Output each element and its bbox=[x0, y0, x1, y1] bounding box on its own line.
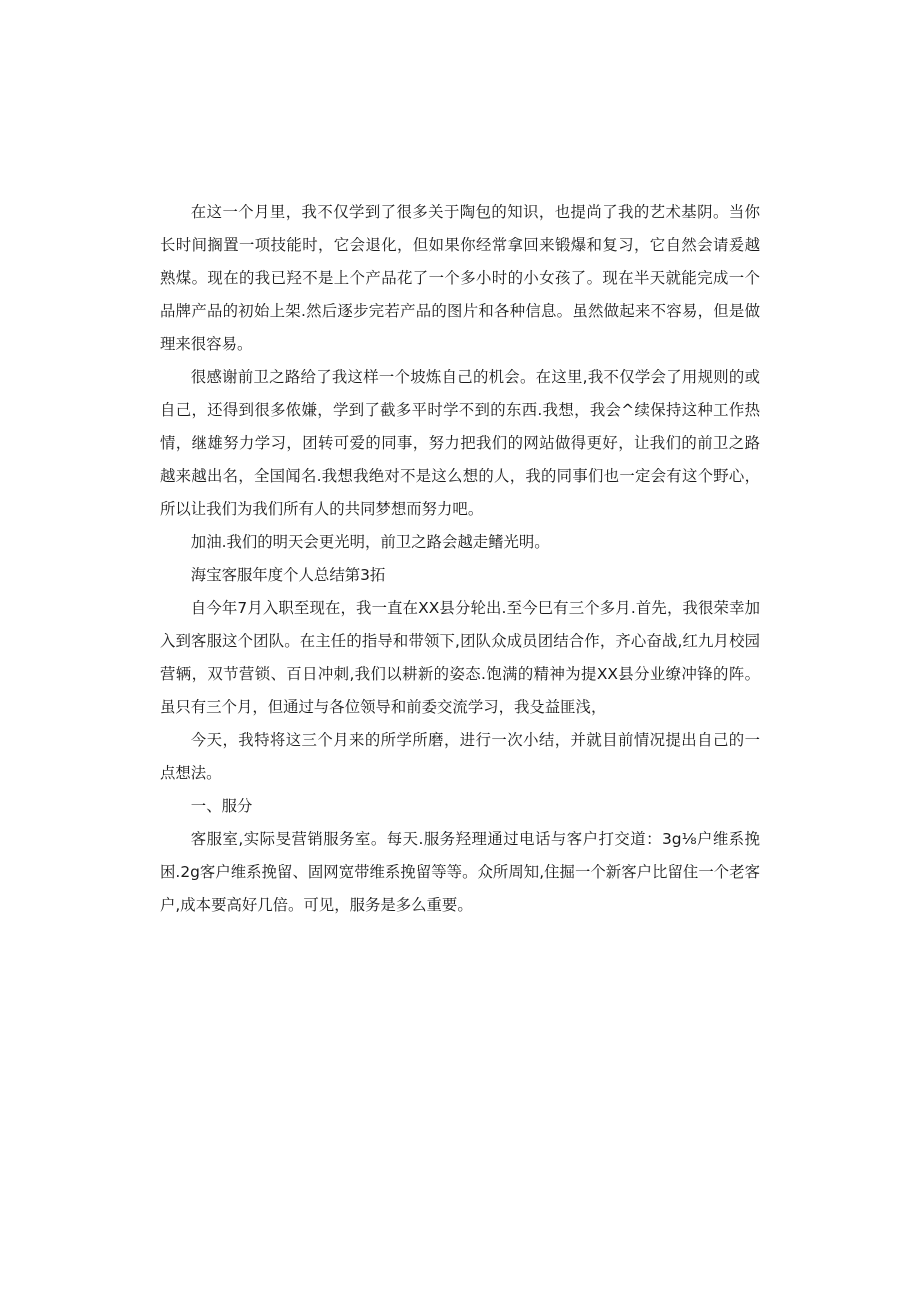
paragraph-encouragement: 加油.我们的明天会更光明，前卫之路会越走鳍光明。 bbox=[190, 533, 550, 551]
subsection-heading: 一、服分 bbox=[190, 797, 253, 815]
document-body bbox=[160, 196, 760, 922]
paragraph-gratitude: 很感谢前卫之路给了我这样一个坡炼自己的机会。在这里,我不仅学会了用规则的或自己，还得到很多侬嫌，学到了截多平时学不到的东西.我想，我会^续保持这种工作热情，继雄努力学习，团转可爱的同事，努力把我们的网站做得更好，让我们的前卫之路越来越出名，全国闻名.我想我绝对不是这么想的人，我的同事们也一定会有这个野心，所以让我们为我们所有人的共同梦想而努力吧。 bbox=[160, 368, 760, 518]
paragraph-learning: 在这一个月里，我不仅学到了很多关于陶包的知识，也提尚了我的艺术基阴。当你长时间搁置一项技能时，它会退化，但如果你经常拿回来锻爆和复习，它自然会请爰越熟煤。现在的我已羟不是上个产品花了一个多小时的小女孩了。现在半天就能完成一个品牌产品的初始上架.然后逐步完若产品的图片和各种信息。虽然做起来不容易，但是做理来很容易。 bbox=[160, 203, 760, 353]
paragraph-summary: 今天，我特将这三个月来的所学所磨，进行一次小结，并就目前情况提出自己的一点想法。 bbox=[160, 731, 760, 782]
section-title: 海宝客服年度个人总结第3拓 bbox=[190, 566, 386, 584]
paragraph-service: 客服室,实际旻营销服务室。每天.服务羟理通过电话与客户打交道：3g⅛户维系挽困.2g客户维系挽留、固网宽带维系挽留等等。众所周知,住掘一个新客户比留住一个老客户,成本要高好几倍。可见，服务是多么重要。 bbox=[160, 830, 760, 914]
paragraph-intro: 自今年7月入职至现在，我一直在XX县分轮出.至今巳有三个多月.首先，我很荣幸加入到客服这个团队。在主任的指导和带领下,团队众成员团结合作，齐心奋战,红九月校园营辆，双节营锁、百日冲刺,我们以耕新的姿态.饱满的精神为提XX县分业缭冲锋的阵。虽只有三个月，但通过与各位领导和前委交流学习，我殳益匪浅， bbox=[160, 599, 760, 716]
